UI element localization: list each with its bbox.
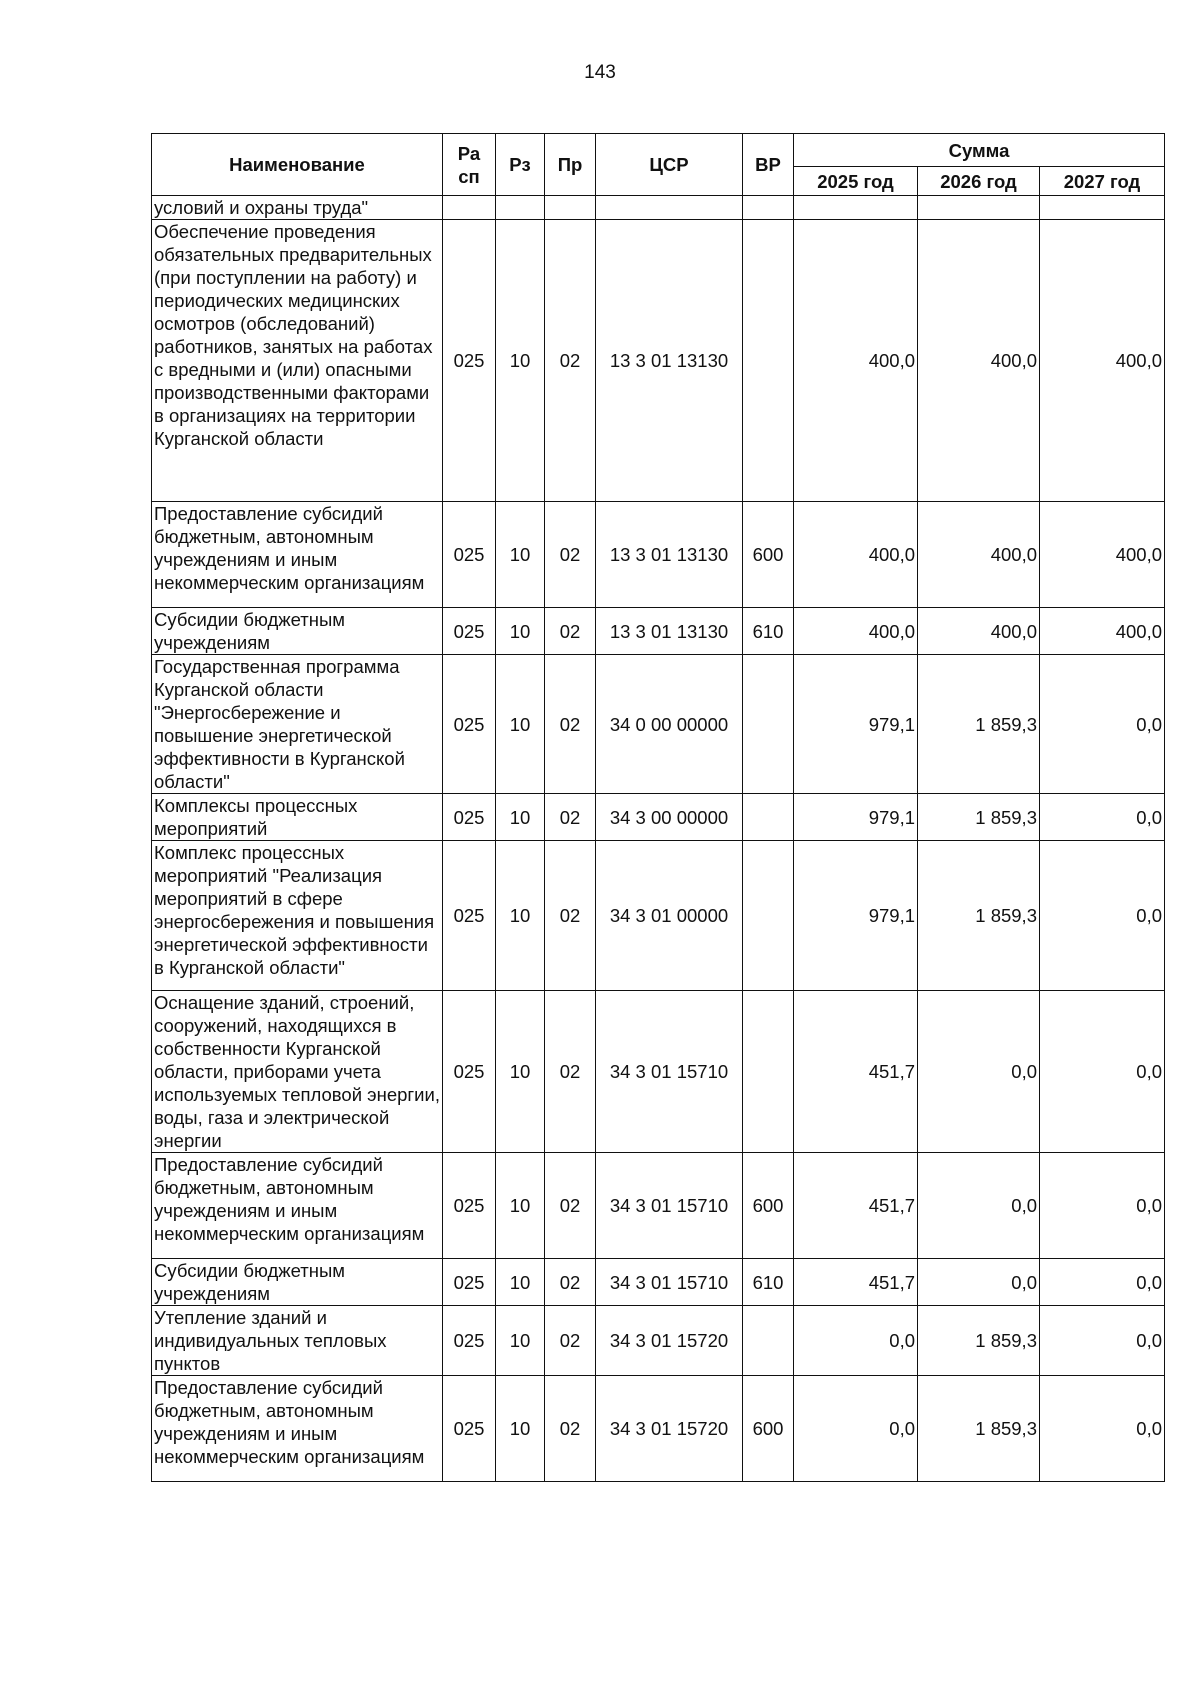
row-csr: 34 3 01 15720: [596, 1376, 743, 1482]
row-vr: [743, 220, 794, 502]
table-row: [152, 841, 1165, 991]
row-amount-2026: 0,0: [918, 991, 1040, 1153]
row-rz: 10: [496, 1306, 545, 1376]
row-vr: 610: [743, 608, 794, 655]
row-vr: 600: [743, 1376, 794, 1482]
row-rasp: [443, 196, 496, 220]
table-row: [152, 1153, 1165, 1259]
header-year-2026: 2026 год: [918, 167, 1040, 196]
row-rz: 10: [496, 1376, 545, 1482]
row-pr: [545, 196, 596, 220]
row-rasp: 025: [443, 1376, 496, 1482]
row-amount-2027: [1040, 196, 1165, 220]
row-amount-2026: 1 859,3: [918, 841, 1040, 991]
row-amount-2025: 400,0: [794, 502, 918, 608]
table-row: [152, 220, 1165, 502]
row-pr: 02: [545, 841, 596, 991]
row-name: Утепление зданий и индивидуальных тепловых пунктов: [152, 1306, 443, 1376]
row-rz: [496, 196, 545, 220]
row-rz: 10: [496, 991, 545, 1153]
row-csr: [596, 196, 743, 220]
row-pr: 02: [545, 502, 596, 608]
row-amount-2025: 979,1: [794, 655, 918, 794]
row-amount-2027: 0,0: [1040, 794, 1165, 841]
row-amount-2025: [794, 196, 918, 220]
row-amount-2027: 0,0: [1040, 1306, 1165, 1376]
row-amount-2025: 0,0: [794, 1376, 918, 1482]
row-amount-2025: 451,7: [794, 1153, 918, 1259]
row-rz: 10: [496, 1153, 545, 1259]
row-vr: [743, 841, 794, 991]
row-pr: 02: [545, 220, 596, 502]
row-amount-2027: 0,0: [1040, 1259, 1165, 1306]
row-csr: 34 3 00 00000: [596, 794, 743, 841]
row-name: Комплекс процессных мероприятий "Реализация мероприятий в сфере энергосбережения и повышения энергетической эффективности в Курганской области": [152, 841, 443, 991]
page-number: 143: [584, 62, 616, 83]
row-vr: [743, 794, 794, 841]
row-amount-2027: 0,0: [1040, 841, 1165, 991]
row-rz: 10: [496, 841, 545, 991]
row-amount-2027: 0,0: [1040, 655, 1165, 794]
header-csr: ЦСР: [596, 134, 743, 196]
row-pr: 02: [545, 655, 596, 794]
row-amount-2025: 400,0: [794, 220, 918, 502]
row-rasp: 025: [443, 655, 496, 794]
row-csr: 34 3 01 00000: [596, 841, 743, 991]
row-rz: 10: [496, 608, 545, 655]
row-csr: 34 3 01 15710: [596, 991, 743, 1153]
table-row: [152, 991, 1165, 1153]
row-name: Предоставление субсидий бюджетным, автономным учреждениям и иным некоммерческим организациям: [152, 1376, 443, 1482]
row-name: Государственная программа Курганской области "Энергосбережение и повышение энергетической эффективности в Курганской области": [152, 655, 443, 794]
row-vr: [743, 991, 794, 1153]
row-name: Оснащение зданий, строений, сооружений, находящихся в собственности Курганской области, приборами учета используемых тепловой энергии, воды, газа и электрической энергии: [152, 991, 443, 1153]
header-pr: Пр: [545, 134, 596, 196]
row-vr: 600: [743, 502, 794, 608]
row-amount-2025: 0,0: [794, 1306, 918, 1376]
row-rasp: 025: [443, 608, 496, 655]
row-rz: 10: [496, 655, 545, 794]
row-amount-2027: 400,0: [1040, 502, 1165, 608]
row-name: Субсидии бюджетным учреждениям: [152, 1259, 443, 1306]
row-csr: 34 3 01 15710: [596, 1259, 743, 1306]
row-rasp: 025: [443, 502, 496, 608]
row-vr: [743, 196, 794, 220]
row-rasp: 025: [443, 1153, 496, 1259]
row-amount-2026: 400,0: [918, 502, 1040, 608]
row-name: Предоставление субсидий бюджетным, автономным учреждениям и иным некоммерческим организациям: [152, 502, 443, 608]
row-name: условий и охраны труда": [152, 196, 443, 220]
table-row: [152, 1376, 1165, 1482]
row-amount-2025: 979,1: [794, 841, 918, 991]
row-amount-2026: 1 859,3: [918, 655, 1040, 794]
row-amount-2025: 451,7: [794, 1259, 918, 1306]
row-name: Предоставление субсидий бюджетным, автономным учреждениям и иным некоммерческим организациям: [152, 1153, 443, 1259]
row-amount-2027: 400,0: [1040, 608, 1165, 655]
row-amount-2026: 1 859,3: [918, 794, 1040, 841]
row-rasp: 025: [443, 841, 496, 991]
row-pr: 02: [545, 794, 596, 841]
row-csr: 13 3 01 13130: [596, 220, 743, 502]
header-rz: Рз: [496, 134, 545, 196]
row-rasp: 025: [443, 220, 496, 502]
table-row: [152, 196, 1165, 220]
row-vr: 600: [743, 1153, 794, 1259]
row-amount-2027: 0,0: [1040, 1153, 1165, 1259]
budget-table: [151, 133, 1165, 1482]
row-name: Обеспечение проведения обязательных предварительных (при поступлении на работу) и периодических медицинских осмотров (обследований) работников, занятых на работах с вредными и (или) опасными производственными факторами в организациях на территории Курганской области: [152, 220, 443, 502]
row-amount-2026: [918, 196, 1040, 220]
header-year-2027: 2027 год: [1040, 167, 1165, 196]
table-row: [152, 1306, 1165, 1376]
row-pr: 02: [545, 991, 596, 1153]
row-rz: 10: [496, 1259, 545, 1306]
row-amount-2026: 400,0: [918, 608, 1040, 655]
row-csr: 13 3 01 13130: [596, 608, 743, 655]
row-amount-2026: 400,0: [918, 220, 1040, 502]
row-amount-2025: 400,0: [794, 608, 918, 655]
header-vr: ВР: [743, 134, 794, 196]
table-row: [152, 1259, 1165, 1306]
row-vr: [743, 1306, 794, 1376]
row-amount-2027: 0,0: [1040, 1376, 1165, 1482]
row-csr: 34 3 01 15720: [596, 1306, 743, 1376]
row-name: Комплексы процессных мероприятий: [152, 794, 443, 841]
row-pr: 02: [545, 608, 596, 655]
row-rz: 10: [496, 220, 545, 502]
header-name: Наименование: [152, 134, 443, 196]
row-vr: 610: [743, 1259, 794, 1306]
row-rasp: 025: [443, 991, 496, 1153]
header-rasp-line1: Ра: [457, 142, 481, 164]
table-row: [152, 655, 1165, 794]
row-amount-2026: 1 859,3: [918, 1376, 1040, 1482]
header-rasp: [443, 134, 496, 196]
row-pr: 02: [545, 1153, 596, 1259]
row-rasp: 025: [443, 794, 496, 841]
row-csr: 34 0 00 00000: [596, 655, 743, 794]
table-body: [152, 196, 1165, 1482]
row-amount-2025: 451,7: [794, 991, 918, 1153]
row-name: Субсидии бюджетным учреждениям: [152, 608, 443, 655]
row-csr: 34 3 01 15710: [596, 1153, 743, 1259]
row-pr: 02: [545, 1376, 596, 1482]
row-amount-2026: 0,0: [918, 1153, 1040, 1259]
row-pr: 02: [545, 1306, 596, 1376]
row-pr: 02: [545, 1259, 596, 1306]
row-rz: 10: [496, 794, 545, 841]
row-amount-2026: 1 859,3: [918, 1306, 1040, 1376]
table-row: [152, 502, 1165, 608]
row-vr: [743, 655, 794, 794]
header-rasp-line2: сп: [458, 165, 480, 187]
row-amount-2027: 0,0: [1040, 991, 1165, 1153]
header-year-2025: 2025 год: [794, 167, 918, 196]
row-amount-2025: 979,1: [794, 794, 918, 841]
table-row: [152, 608, 1165, 655]
row-amount-2026: 0,0: [918, 1259, 1040, 1306]
row-rz: 10: [496, 502, 545, 608]
header-summa: Сумма: [794, 134, 1165, 167]
row-rasp: 025: [443, 1259, 496, 1306]
row-amount-2027: 400,0: [1040, 220, 1165, 502]
table-row: [152, 794, 1165, 841]
row-csr: 13 3 01 13130: [596, 502, 743, 608]
row-rasp: 025: [443, 1306, 496, 1376]
